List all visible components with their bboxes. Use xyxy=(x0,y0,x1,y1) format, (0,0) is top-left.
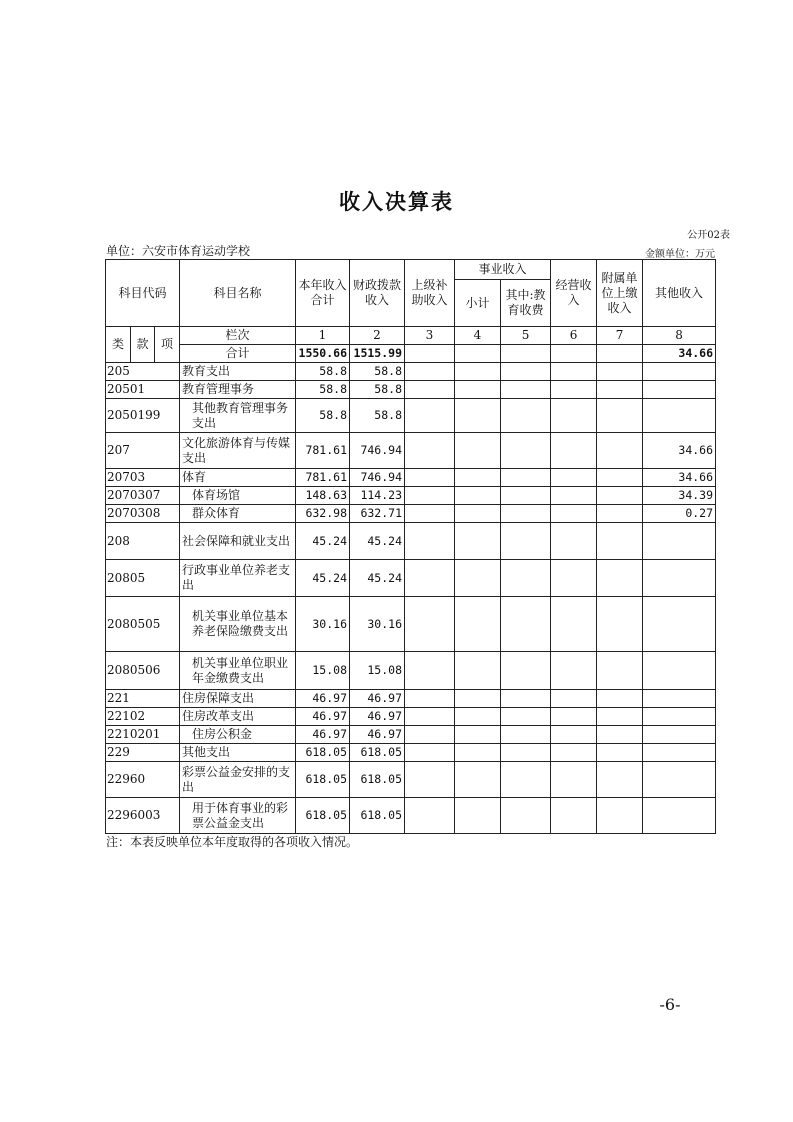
cell-c7 xyxy=(597,487,643,505)
header-subject-name: 科目名称 xyxy=(180,260,296,327)
cell-c4 xyxy=(455,560,501,597)
cell-c1: 632.98 xyxy=(296,505,350,523)
cell-c3 xyxy=(405,798,455,834)
cell-c2: 30.16 xyxy=(350,597,405,652)
cell-c6 xyxy=(551,597,597,652)
header-column-no: 栏次 xyxy=(180,327,296,345)
cell-c3 xyxy=(405,399,455,433)
cell-c1: 30.16 xyxy=(296,597,350,652)
subject-name: 教育支出 xyxy=(180,363,296,381)
cell-c1: 58.8 xyxy=(296,399,350,433)
header-subject-code: 科目代码 xyxy=(106,260,180,327)
total-row xyxy=(106,345,716,363)
subject-name: 文化旅游体育与传媒支出 xyxy=(180,433,296,469)
cell-c5 xyxy=(501,523,551,560)
cell-c4 xyxy=(455,762,501,798)
table-row xyxy=(106,690,716,708)
column-number: 2 xyxy=(350,327,405,345)
cell-c2: 46.97 xyxy=(350,708,405,726)
subject-code: 2080505 xyxy=(106,597,180,652)
total-c7 xyxy=(597,345,643,363)
cell-c2: 618.05 xyxy=(350,744,405,762)
cell-c5 xyxy=(501,469,551,487)
subject-code: 221 xyxy=(106,690,180,708)
cell-c7 xyxy=(597,505,643,523)
cell-c1: 46.97 xyxy=(296,708,350,726)
cell-c6 xyxy=(551,690,597,708)
cell-c2: 58.8 xyxy=(350,399,405,433)
cell-c2: 15.08 xyxy=(350,652,405,690)
cell-c2: 746.94 xyxy=(350,469,405,487)
subject-code: 20703 xyxy=(106,469,180,487)
subject-name: 彩票公益金安排的支出 xyxy=(180,762,296,798)
subject-name: 其他教育管理事务支出 xyxy=(180,399,296,433)
cell-c8: 34.66 xyxy=(643,469,716,487)
cell-c5 xyxy=(501,708,551,726)
cell-c8: 0.27 xyxy=(643,505,716,523)
cell-c2: 45.24 xyxy=(350,523,405,560)
total-c6 xyxy=(551,345,597,363)
cell-c3 xyxy=(405,597,455,652)
cell-c2: 46.97 xyxy=(350,690,405,708)
cell-c6 xyxy=(551,381,597,399)
cell-c6 xyxy=(551,433,597,469)
cell-c6 xyxy=(551,523,597,560)
cell-c3 xyxy=(405,363,455,381)
cell-c8 xyxy=(643,652,716,690)
table-row xyxy=(106,505,716,523)
cell-c1: 618.05 xyxy=(296,762,350,798)
cell-c3 xyxy=(405,381,455,399)
table-note: 注：本表反映单位本年度取得的各项收入情况。 xyxy=(106,835,359,849)
cell-c5 xyxy=(501,597,551,652)
cell-c8: 34.39 xyxy=(643,487,716,505)
total-c5 xyxy=(501,345,551,363)
cell-c3 xyxy=(405,433,455,469)
cell-c1: 781.61 xyxy=(296,433,350,469)
cell-c4 xyxy=(455,487,501,505)
cell-c7 xyxy=(597,399,643,433)
table-row xyxy=(106,363,716,381)
cell-c5 xyxy=(501,560,551,597)
cell-c5 xyxy=(501,652,551,690)
subject-name: 用于体育事业的彩票公益金支出 xyxy=(180,798,296,834)
column-number: 4 xyxy=(455,327,501,345)
header-lei: 类 xyxy=(106,327,131,363)
header-xiang: 项 xyxy=(155,327,180,363)
cell-c5 xyxy=(501,690,551,708)
header-operating: 经营收入 xyxy=(551,260,597,327)
cell-c8 xyxy=(643,708,716,726)
cell-c4 xyxy=(455,744,501,762)
cell-c1: 781.61 xyxy=(296,469,350,487)
subject-name: 机关事业单位基本养老保险缴费支出 xyxy=(180,597,296,652)
total-c2: 1515.99 xyxy=(350,345,405,363)
cell-c4 xyxy=(455,381,501,399)
total-c8: 34.66 xyxy=(643,345,716,363)
column-number: 7 xyxy=(597,327,643,345)
cell-c7 xyxy=(597,597,643,652)
cell-c1: 46.97 xyxy=(296,726,350,744)
cell-c4 xyxy=(455,469,501,487)
cell-c6 xyxy=(551,744,597,762)
cell-c2: 46.97 xyxy=(350,726,405,744)
subject-code: 205 xyxy=(106,363,180,381)
cell-c1: 618.05 xyxy=(296,798,350,834)
cell-c4 xyxy=(455,505,501,523)
table-row xyxy=(106,652,716,690)
cell-c2: 618.05 xyxy=(350,798,405,834)
cell-c3 xyxy=(405,523,455,560)
cell-c2: 58.8 xyxy=(350,381,405,399)
cell-c1: 45.24 xyxy=(296,523,350,560)
cell-c7 xyxy=(597,381,643,399)
column-number: 3 xyxy=(405,327,455,345)
cell-c4 xyxy=(455,523,501,560)
cell-c3 xyxy=(405,726,455,744)
subject-name: 教育管理事务 xyxy=(180,381,296,399)
cell-c8 xyxy=(643,726,716,744)
subject-name: 机关事业单位职业年金缴费支出 xyxy=(180,652,296,690)
header-business-edu: 其中:教育收费 xyxy=(501,280,551,327)
cell-c8 xyxy=(643,597,716,652)
cell-c4 xyxy=(455,363,501,381)
subject-code: 2210201 xyxy=(106,726,180,744)
cell-c3 xyxy=(405,469,455,487)
cell-c5 xyxy=(501,744,551,762)
table-row xyxy=(106,469,716,487)
cell-c1: 45.24 xyxy=(296,560,350,597)
cell-c4 xyxy=(455,690,501,708)
header-affiliated: 附属单位上缴收入 xyxy=(597,260,643,327)
total-c1: 1550.66 xyxy=(296,345,350,363)
cell-c6 xyxy=(551,487,597,505)
cell-c7 xyxy=(597,798,643,834)
cell-c8 xyxy=(643,690,716,708)
cell-c7 xyxy=(597,762,643,798)
form-number: 公开02表 xyxy=(687,230,730,241)
table-row xyxy=(106,560,716,597)
cell-c6 xyxy=(551,652,597,690)
cell-c3 xyxy=(405,708,455,726)
table-row xyxy=(106,381,716,399)
table-row xyxy=(106,744,716,762)
column-number: 5 xyxy=(501,327,551,345)
table-row xyxy=(106,487,716,505)
cell-c1: 58.8 xyxy=(296,381,350,399)
cell-c2: 632.71 xyxy=(350,505,405,523)
table-row xyxy=(106,597,716,652)
subject-code: 2070308 xyxy=(106,505,180,523)
cell-c7 xyxy=(597,726,643,744)
subject-code: 20501 xyxy=(106,381,180,399)
cell-c5 xyxy=(501,726,551,744)
cell-c6 xyxy=(551,363,597,381)
table-row xyxy=(106,523,716,560)
cell-c4 xyxy=(455,652,501,690)
subject-name: 体育 xyxy=(180,469,296,487)
cell-c4 xyxy=(455,433,501,469)
cell-c7 xyxy=(597,560,643,597)
header-kuan: 款 xyxy=(131,327,155,363)
cell-c3 xyxy=(405,487,455,505)
cell-c1: 618.05 xyxy=(296,744,350,762)
cell-c8 xyxy=(643,798,716,834)
page-number: -6- xyxy=(659,995,681,1014)
subject-name: 体育场馆 xyxy=(180,487,296,505)
cell-c3 xyxy=(405,560,455,597)
header-total-income: 本年收入合计 xyxy=(296,260,350,327)
cell-c7 xyxy=(597,744,643,762)
cell-c5 xyxy=(501,487,551,505)
subject-name: 住房保障支出 xyxy=(180,690,296,708)
amount-unit: 金额单位：万元 xyxy=(645,249,715,260)
cell-c6 xyxy=(551,560,597,597)
subject-name: 行政事业单位养老支出 xyxy=(180,560,296,597)
cell-c3 xyxy=(405,505,455,523)
cell-c8 xyxy=(643,744,716,762)
cell-c5 xyxy=(501,381,551,399)
header-business: 事业收入 xyxy=(455,260,551,280)
cell-c7 xyxy=(597,363,643,381)
cell-c2: 746.94 xyxy=(350,433,405,469)
subject-code: 207 xyxy=(106,433,180,469)
table-row xyxy=(106,399,716,433)
cell-c5 xyxy=(501,798,551,834)
table-row xyxy=(106,726,716,744)
cell-c8 xyxy=(643,381,716,399)
cell-c4 xyxy=(455,399,501,433)
cell-c1: 15.08 xyxy=(296,652,350,690)
subject-name: 其他支出 xyxy=(180,744,296,762)
cell-c8 xyxy=(643,363,716,381)
subject-code: 2296003 xyxy=(106,798,180,834)
table-row xyxy=(106,433,716,469)
cell-c1: 46.97 xyxy=(296,690,350,708)
cell-c7 xyxy=(597,690,643,708)
column-number: 1 xyxy=(296,327,350,345)
header-fiscal: 财政拨款收入 xyxy=(350,260,405,327)
cell-c7 xyxy=(597,708,643,726)
cell-c4 xyxy=(455,726,501,744)
cell-c6 xyxy=(551,469,597,487)
cell-c3 xyxy=(405,652,455,690)
cell-c3 xyxy=(405,690,455,708)
total-c3 xyxy=(405,345,455,363)
cell-c3 xyxy=(405,762,455,798)
cell-c5 xyxy=(501,433,551,469)
subject-name: 住房公积金 xyxy=(180,726,296,744)
cell-c7 xyxy=(597,469,643,487)
table-row xyxy=(106,708,716,726)
column-number: 8 xyxy=(643,327,716,345)
table-body xyxy=(106,363,716,834)
cell-c5 xyxy=(501,363,551,381)
cell-c6 xyxy=(551,762,597,798)
subject-code: 2070307 xyxy=(106,487,180,505)
reporting-unit: 单位：六安市体育运动学校 xyxy=(106,244,251,258)
subject-code: 2050199 xyxy=(106,399,180,433)
cell-c2: 618.05 xyxy=(350,762,405,798)
cell-c8 xyxy=(643,399,716,433)
subject-code: 2080506 xyxy=(106,652,180,690)
subject-code: 208 xyxy=(106,523,180,560)
cell-c8: 34.66 xyxy=(643,433,716,469)
page-title: 收入决算表 xyxy=(339,189,454,214)
cell-c2: 45.24 xyxy=(350,560,405,597)
cell-c6 xyxy=(551,798,597,834)
cell-c8 xyxy=(643,762,716,798)
cell-c5 xyxy=(501,399,551,433)
header-business-subtotal: 小计 xyxy=(455,280,501,327)
subject-name: 社会保障和就业支出 xyxy=(180,523,296,560)
cell-c7 xyxy=(597,433,643,469)
cell-c6 xyxy=(551,399,597,433)
header-other: 其他收入 xyxy=(643,260,716,327)
cell-c3 xyxy=(405,744,455,762)
table-row xyxy=(106,762,716,798)
subject-name: 住房改革支出 xyxy=(180,708,296,726)
cell-c7 xyxy=(597,523,643,560)
table-row xyxy=(106,798,716,834)
subject-code: 20805 xyxy=(106,560,180,597)
cell-c6 xyxy=(551,505,597,523)
cell-c1: 148.63 xyxy=(296,487,350,505)
subject-code: 22960 xyxy=(106,762,180,798)
total-c4 xyxy=(455,345,501,363)
cell-c4 xyxy=(455,597,501,652)
cell-c4 xyxy=(455,708,501,726)
subject-code: 229 xyxy=(106,744,180,762)
cell-c5 xyxy=(501,505,551,523)
total-label: 合计 xyxy=(180,345,296,363)
cell-c8 xyxy=(643,560,716,597)
cell-c5 xyxy=(501,762,551,798)
cell-c2: 58.8 xyxy=(350,363,405,381)
cell-c1: 58.8 xyxy=(296,363,350,381)
cell-c2: 114.23 xyxy=(350,487,405,505)
cell-c4 xyxy=(455,798,501,834)
cell-c6 xyxy=(551,708,597,726)
subject-code: 22102 xyxy=(106,708,180,726)
column-number: 6 xyxy=(551,327,597,345)
cell-c7 xyxy=(597,652,643,690)
cell-c8 xyxy=(643,523,716,560)
cell-c6 xyxy=(551,726,597,744)
header-superior: 上级补助收入 xyxy=(405,260,455,327)
subject-name: 群众体育 xyxy=(180,505,296,523)
income-table xyxy=(105,259,716,834)
